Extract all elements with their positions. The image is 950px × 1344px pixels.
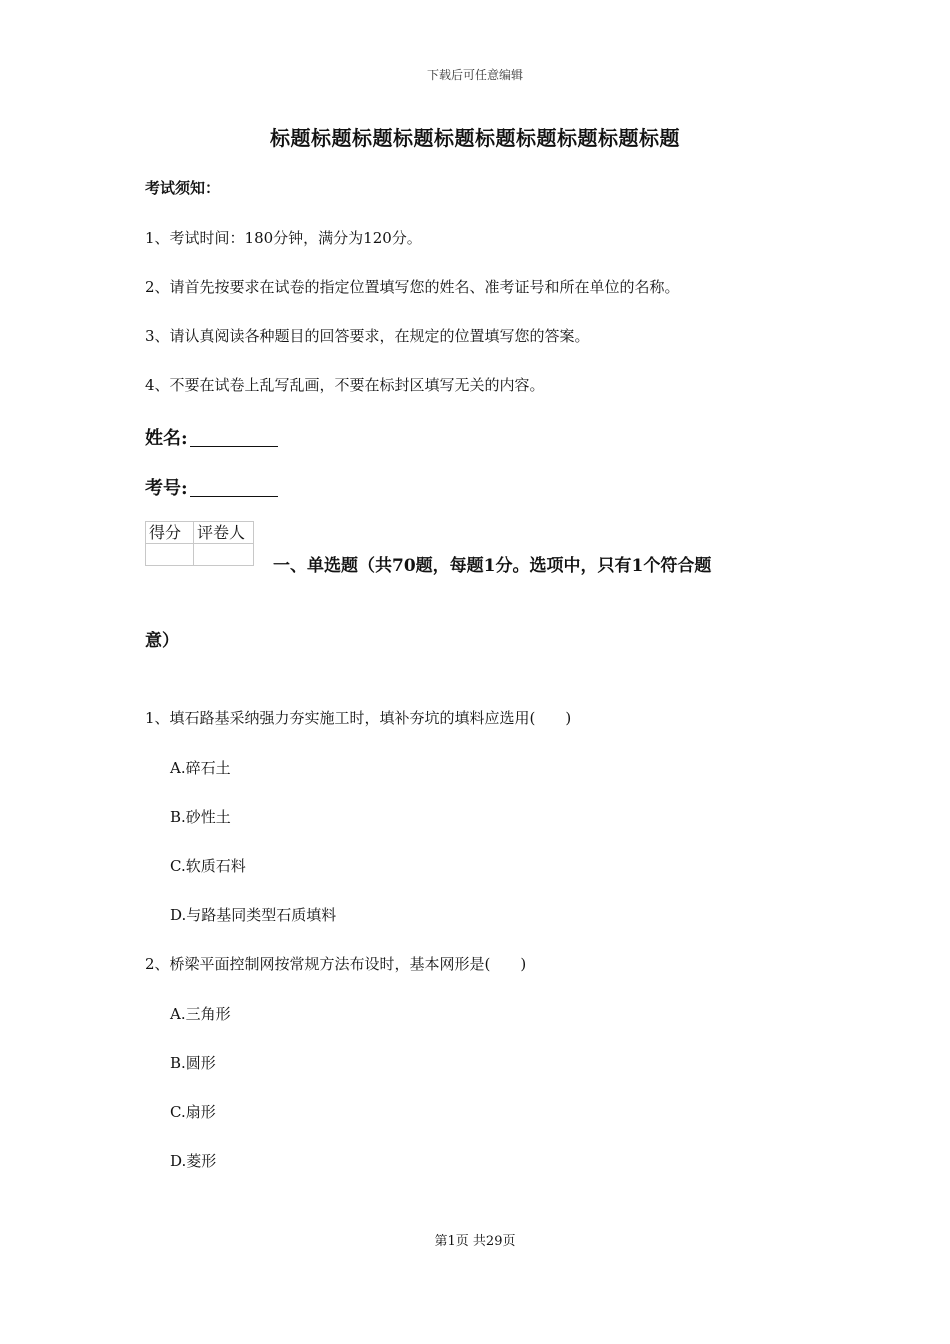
- notice-item-2: 2、请首先按要求在试卷的指定位置填写您的姓名、准考证号和所在单位的名称。: [145, 278, 680, 296]
- question-2-option-d: D.菱形: [170, 1152, 217, 1170]
- id-field: [145, 474, 278, 500]
- id-label: 考号:: [145, 478, 188, 499]
- header-note: 下载后可任意编辑: [426, 68, 523, 82]
- notice-heading: 考试须知：: [145, 179, 221, 197]
- question-1: 1、填石路基采纳强力夯实施工时，填补夯坑的填料应选用( ): [145, 709, 572, 727]
- question-2: 2、桥梁平面控制网按常规方法布设时，基本网形是( ): [145, 955, 527, 973]
- notice-item-4: 4、不要在试卷上乱写乱画，不要在标封区填写无关的内容。: [145, 376, 545, 394]
- question-1-option-a: A.碎石土: [170, 759, 231, 777]
- grader-cell[interactable]: [194, 544, 254, 566]
- question-1-option-d: D.与路基同类型石质填料: [170, 906, 337, 924]
- name-label: 姓名:: [145, 428, 188, 449]
- question-2-option-a: A.三角形: [170, 1005, 231, 1023]
- section-heading: 一、单选题（共70题，每题1分。选项中，只有1个符合题: [273, 556, 712, 576]
- page-footer: 第1页 共29页: [434, 1234, 516, 1249]
- question-2-option-c: C.扇形: [170, 1103, 216, 1121]
- notice-item-1: 1、考试时间：180分钟，满分为120分。: [145, 229, 422, 247]
- id-blank[interactable]: [190, 495, 278, 497]
- score-cell[interactable]: [146, 544, 194, 566]
- question-1-option-c: C.软质石料: [170, 857, 246, 875]
- section-heading-cont: 意）: [145, 631, 179, 651]
- question-2-option-b: B.圆形: [170, 1054, 216, 1072]
- name-blank[interactable]: [190, 445, 278, 447]
- question-1-option-b: B.砂性土: [170, 808, 231, 826]
- score-header: 得分: [146, 522, 194, 544]
- page-title: 标题标题标题标题标题标题标题标题标题标题: [270, 126, 680, 150]
- notice-item-3: 3、请认真阅读各种题目的回答要求，在规定的位置填写您的答案。: [145, 327, 590, 345]
- grader-header: 评卷人: [194, 522, 254, 544]
- score-table: [145, 521, 254, 566]
- name-field: [145, 424, 278, 450]
